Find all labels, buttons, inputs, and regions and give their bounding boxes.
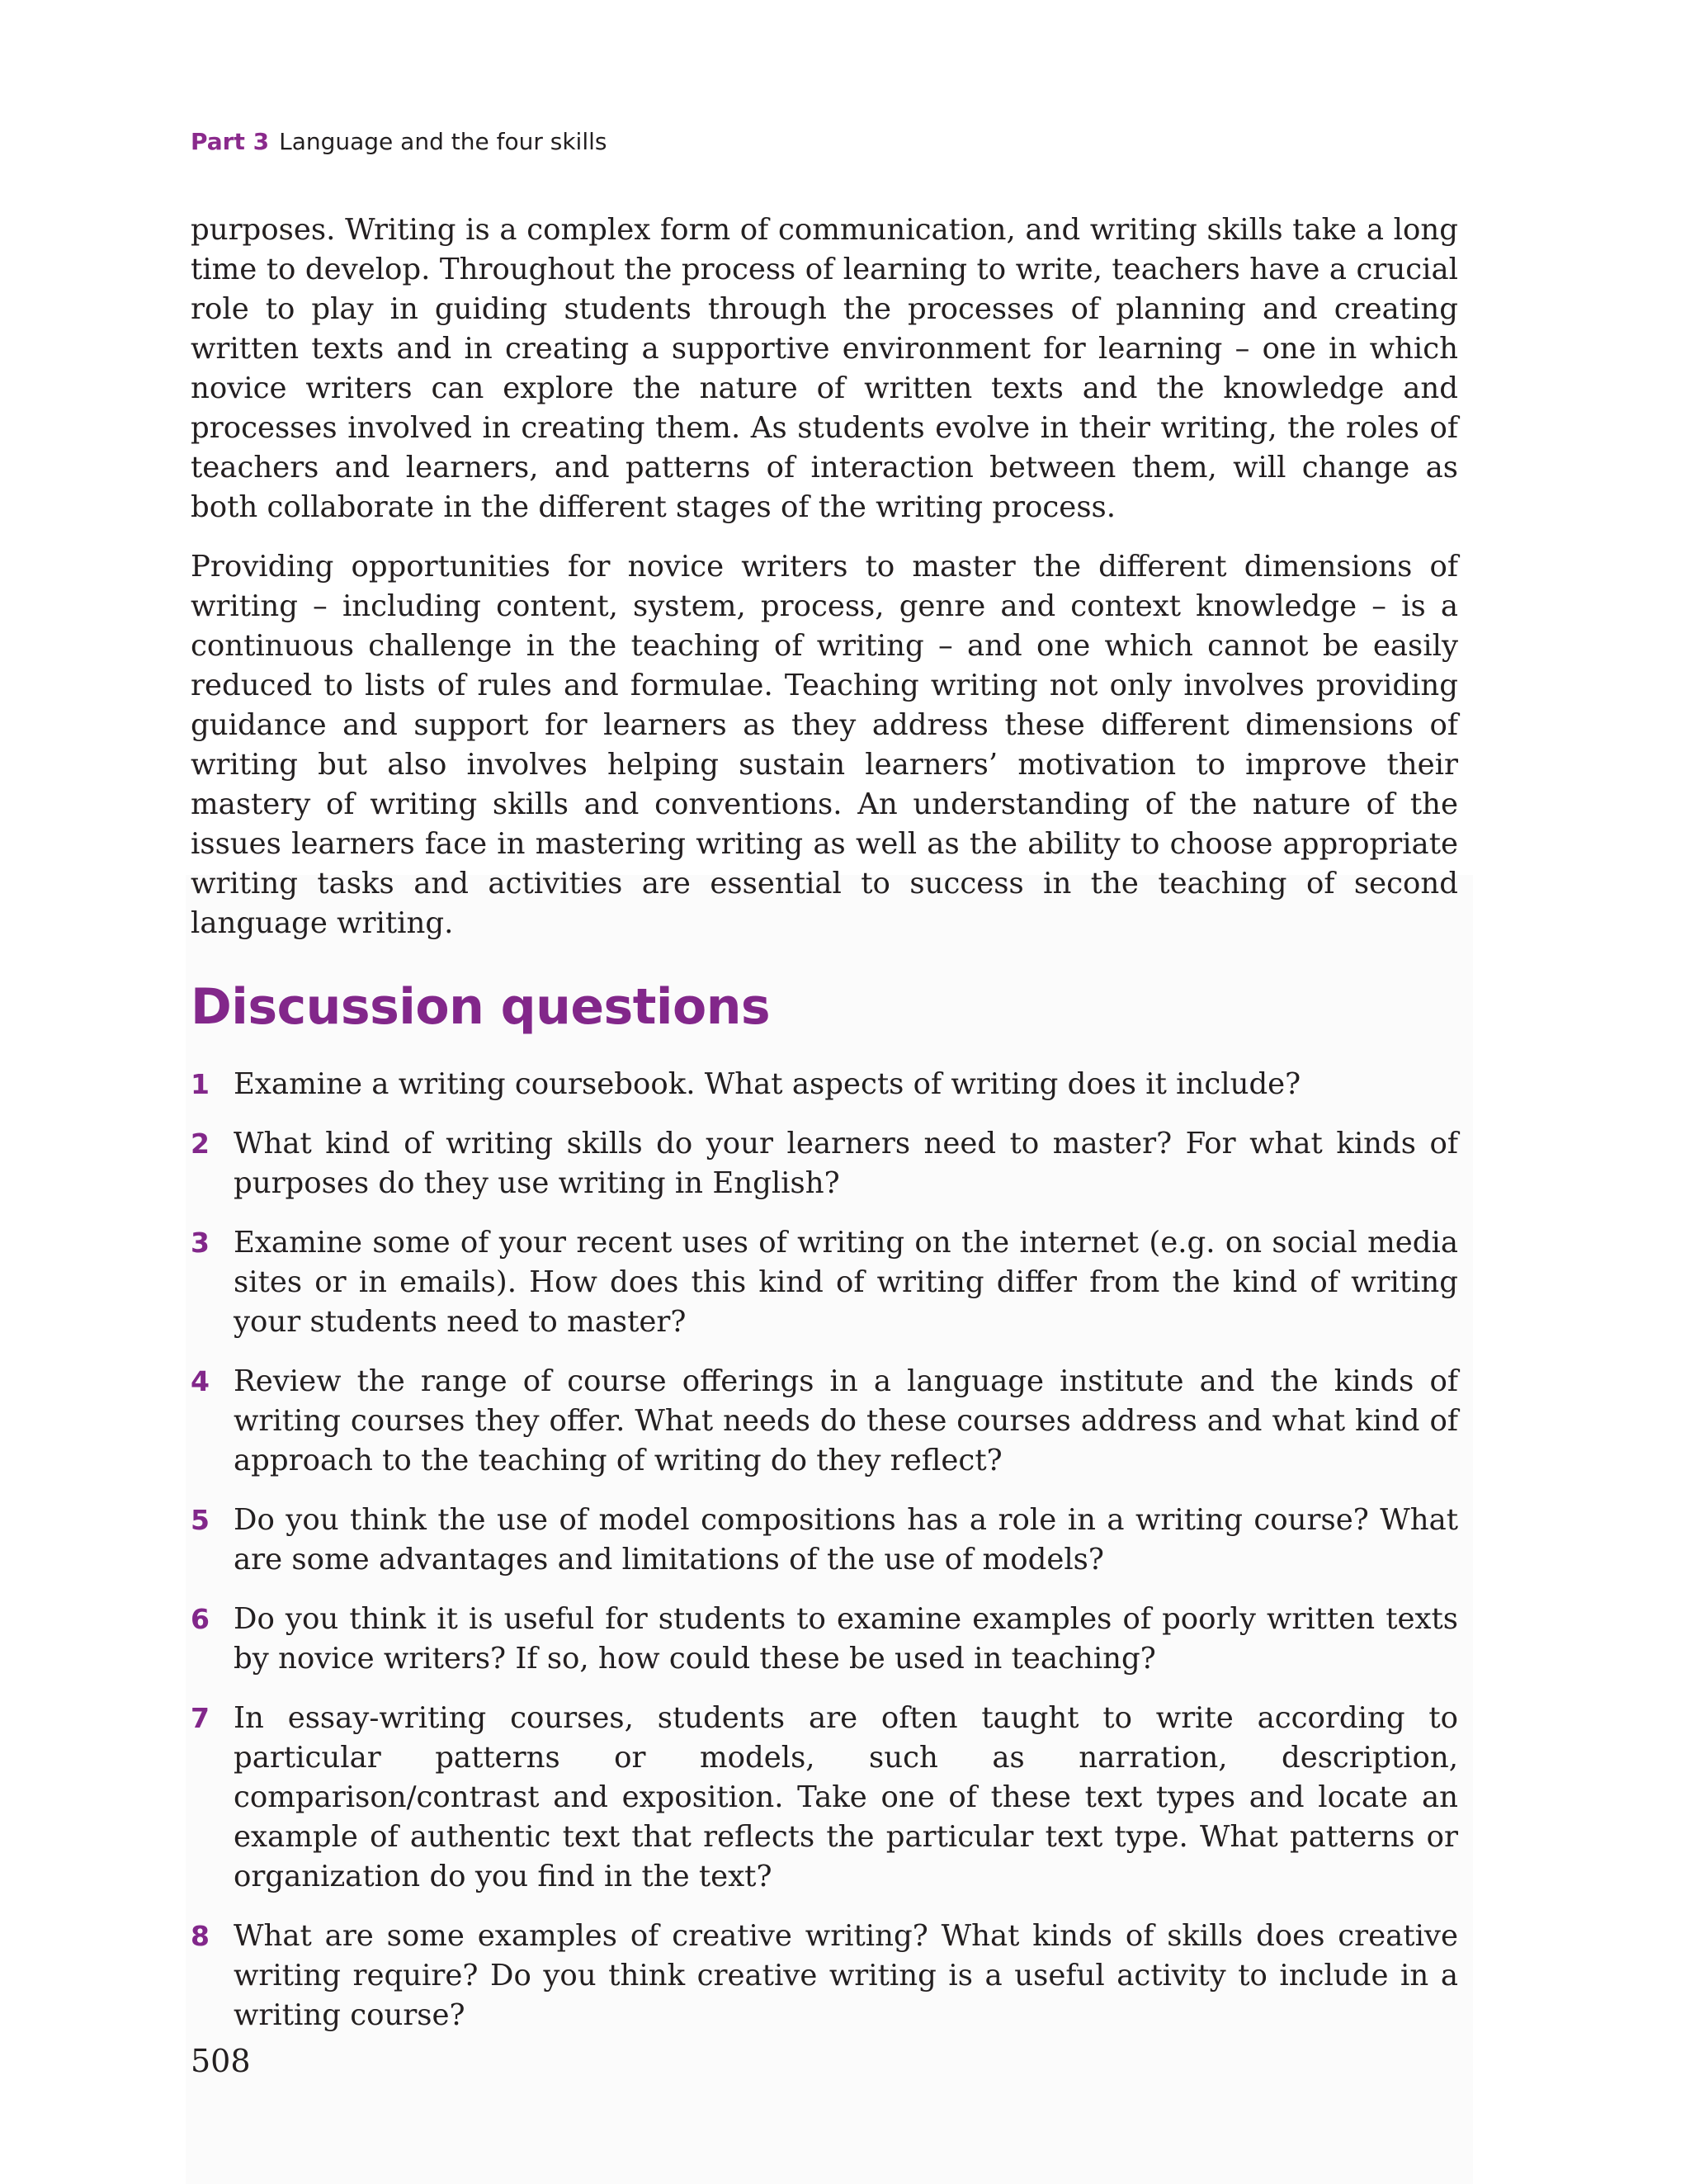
question-item <box>191 1223 1458 1342</box>
question-number: 5 <box>191 1504 210 1536</box>
section-heading: Discussion questions <box>191 978 771 1036</box>
question-number: 7 <box>191 1702 210 1734</box>
question-text: Review the range of course offerings in a language institute and the kinds of writing courses they offer. What needs do these courses address and what kind of approach to the teaching of writing do they reflect? <box>234 1364 1458 1477</box>
question-item <box>191 1699 1458 1897</box>
question-item <box>191 1065 1458 1104</box>
question-text: Do you think it is useful for students to examine examples of poorly written texts by novice writers? If so, how could these be used in teaching? <box>234 1602 1458 1676</box>
question-number: 4 <box>191 1365 210 1397</box>
question-text: Examine a writing coursebook. What aspects of writing does it include? <box>234 1067 1301 1101</box>
question-text: What kind of writing skills do your learners need to master? For what kinds of purposes do they use writing in English? <box>234 1127 1458 1200</box>
question-number: 2 <box>191 1127 210 1160</box>
paragraph: purposes. Writing is a complex form of communication, and writing skills take a long time to develop. Throughout the process of learning to write, teachers have a crucial role to play in guiding students through the processes of planning and creating written texts and in creating a supportive environment for learning – one in which novice writers can explore the nature of written texts and the knowledge and processes involved in creating them. As students evolve in their writing, the roles of teachers and learners, and patterns of interaction between them, will change as both collaborate in the different stages of the writing process. <box>191 213 1458 524</box>
question-number: 3 <box>191 1227 210 1259</box>
question-text: In essay-writing courses, students are often taught to write according to particular patterns or models, such as narration, description, comparison/contrast and exposition. Take one of these text types and locate an example of authentic text that reflects the particular text type. What patterns or organization do you find in the text? <box>234 1701 1458 1893</box>
question-number: 8 <box>191 1920 210 1952</box>
question-item <box>191 1362 1458 1481</box>
running-head-title: Language and the four skills <box>279 128 607 155</box>
question-text: Do you think the use of model compositions has a role in a writing course? What are some advantages and limitations of the use of models? <box>234 1503 1458 1577</box>
paragraph: Providing opportunities for novice writers to master the different dimensions of writing – including content, system, process, genre and context knowledge – is a continuous challenge in the teaching of writing – and one which cannot be easily reduced to lists of rules and formulae. Teaching writing not only involves providing guidance and support for learners as they address these different dimensions of writing but also involves helping sustain learners’ motivation to improve their mastery of writing skills and conventions. An understanding of the nature of the issues learners face in mastering writing as well as the ability to choose appropriate writing tasks and activities are essential to success in the teaching of second language writing. <box>191 550 1458 940</box>
running-head <box>191 128 607 155</box>
discussion-questions-list <box>191 1065 1458 2055</box>
question-item <box>191 1501 1458 1580</box>
question-number: 1 <box>191 1068 210 1100</box>
running-head-part: Part 3 <box>191 128 270 155</box>
question-item <box>191 1917 1458 2035</box>
question-item <box>191 1600 1458 1679</box>
question-text: Examine some of your recent uses of writing on the internet (e.g. on social media sites or in emails). How does this kind of writing differ from the kind of writing your students need to master? <box>234 1226 1458 1339</box>
body-text <box>191 210 1458 963</box>
page-number: 508 <box>191 2043 251 2079</box>
question-text: What are some examples of creative writing? What kinds of skills does creative writing require? Do you think creative writing is a useful activity to include in a writing course? <box>234 1919 1458 2032</box>
question-number: 6 <box>191 1603 210 1635</box>
question-item <box>191 1124 1458 1203</box>
